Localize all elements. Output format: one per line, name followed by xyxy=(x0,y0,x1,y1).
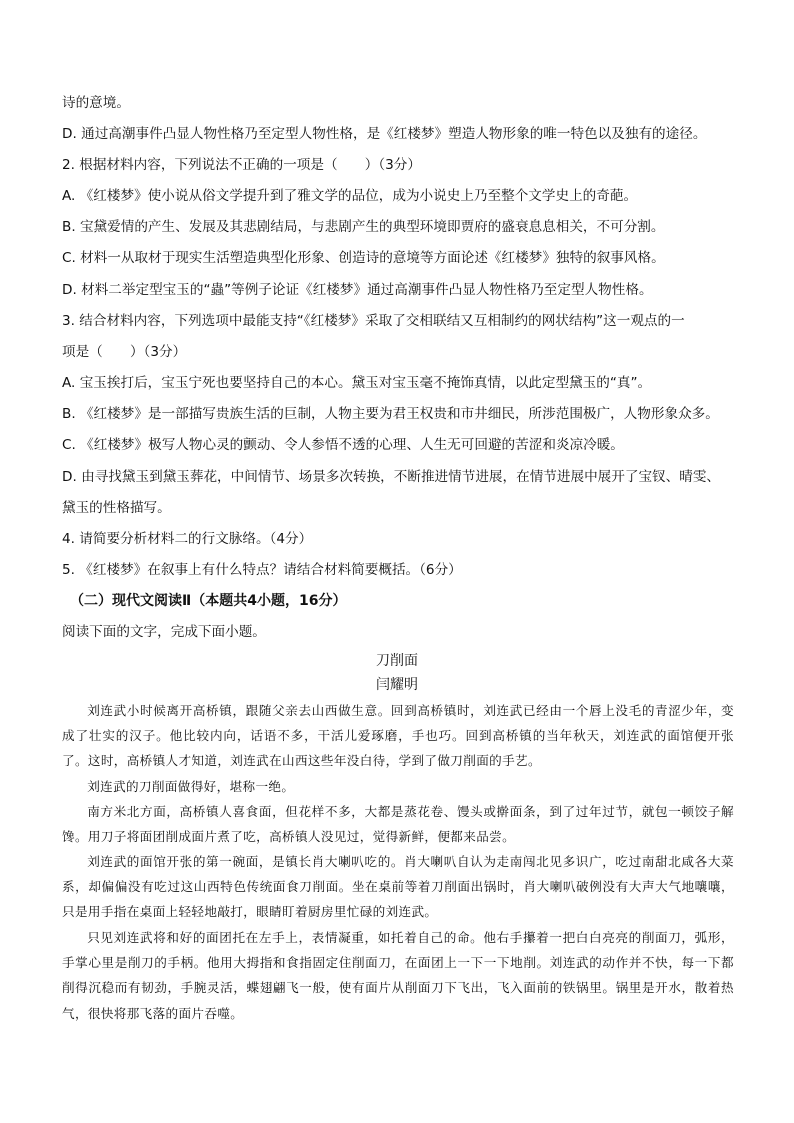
q3-stem-line2: 项是（ ）（3分） xyxy=(62,344,187,360)
q2-stem: 2. 根据材料内容，下列说法不正确的一项是（ ）（3分） xyxy=(62,157,421,173)
story-paragraph-1: 刘连武小时候离开高桥镇，跟随父亲去山西做生意。回到高桥镇时，刘连武已经由一个唇上没毛的青涩少年，变成了壮实的汉子。他比较内向，话语不多，干活儿爱琢磨，手也巧。回到高桥镇的当年秋天，刘连武的面馆便开张了。这时，高桥镇人才知道，刘连武在山西这些年没白待，学到了做刀削面的手艺。 xyxy=(62,703,734,769)
q3-option-a: A. 宝玉挨打后，宝玉宁死也要坚持自己的本心。黛玉对宝玉毫不掩饰真情，以此定型黛玉的“真”。 xyxy=(62,375,652,391)
story-author: 闫耀明 xyxy=(376,677,418,693)
q1-continuation: 诗的意境。 xyxy=(62,95,130,111)
q2-option-a: A. 《红楼梦》使小说从俗文学提升到了雅文学的品位，成为小说史上乃至整个文学史上的奇葩。 xyxy=(62,188,638,204)
q2-option-c: C. 材料一从取材于现实生活塑造典型化形象、创造诗的意境等方面论述《红楼梦》独特的叙事风格。 xyxy=(62,250,665,266)
q3-option-c: C. 《红楼梦》极写人物心灵的颤动、令人参悟不透的心理、人生无可回避的苦涩和炎凉冷暖。 xyxy=(62,437,624,453)
q4-stem: 4. 请简要分析材料二的行文脉络。（4分） xyxy=(62,531,313,547)
story-paragraph-5: 只见刘连武将和好的面团托在左手上，表情凝重，如托着自己的命。他右手攥着一把白白亮亮的削面刀，弧形，手掌心里是削刀的手柄。他用大拇指和食指固定住削面刀，在面团上一下一下地削。刘连武的动作并不快，每一下都削得沉稳而有韧劲，手腕灵活，蝶翅翩飞一般，使有面片从削面刀下飞出，飞入面前的铁锅里。锅里是开水，散着热气，很快将那飞落的面片吞噬。 xyxy=(62,930,734,1021)
q3-option-b: B. 《红楼梦》是一部描写贵族生活的巨制，人物主要为君王权贵和市井细民，所涉范围极广，人物形象众多。 xyxy=(62,406,719,422)
q1-option-d: D. 通过高潮事件凸显人物性格乃至定型人物性格，是《红楼梦》塑造人物形象的唯一特色以及独有的途径。 xyxy=(62,126,707,142)
story-paragraph-4: 刘连武的面馆开张的第一碗面，是镇长肖大喇叭吃的。肖大喇叭自认为走南闯北见多识广，吃过南甜北咸各大菜系，却偏偏没有吃过这山西特色传统面食刀削面。坐在桌前等着刀削面出锅时，肖大喇叭破例没有大声大气地嚷嚷，只是用手指在桌面上轻轻地敲打，眼睛盯着厨房里忙碌的刘连武。 xyxy=(62,854,734,920)
q2-option-d: D. 材料二举定型宝玉的“蟲”等例子论证《红楼梦》通过高潮事件凸显人物性格乃至定型人物性格。 xyxy=(62,282,653,298)
q3-option-d-line2: 黛玉的性格描写。 xyxy=(62,500,171,516)
reading-instruction: 阅读下面的文字，完成下面小题。 xyxy=(62,624,266,640)
q2-option-b: B. 宝黛爱情的产生、发展及其悲剧结局，与悲剧产生的典型环境即贾府的盛衰息息相关，不可分割。 xyxy=(62,219,665,235)
story-paragraph-2: 刘连武的刀削面做得好，堪称一绝。 xyxy=(87,779,295,794)
section-heading: （二）现代文阅读Ⅱ（本题共4小题，16分） xyxy=(70,593,347,609)
story-title: 刀削面 xyxy=(376,653,418,669)
q5-stem: 5. 《红楼梦》在叙事上有什么特点？请结合材料简要概括。（6分） xyxy=(62,562,462,578)
q3-option-d-line1: D. 由寻找黛玉到黛玉葬花，中间情节、场景多次转换，不断推进情节进展，在情节进展中展开了宝钗、晴雯、 xyxy=(62,469,721,485)
story-paragraph-3: 南方米北方面，高桥镇人喜食面，但花样不多，大都是蒸花卷、馒头或擀面条，到了过年过节，就包一顿饺子解馋。用刀子将面团削成面片煮了吃，高桥镇人没见过，觉得新鲜，便都来品尝。 xyxy=(62,804,734,845)
q3-stem-line1: 3. 结合材料内容，下列选项中最能支持“《红楼梦》采取了交相联结又互相制约的网状结构”这一观点的一 xyxy=(62,313,685,329)
